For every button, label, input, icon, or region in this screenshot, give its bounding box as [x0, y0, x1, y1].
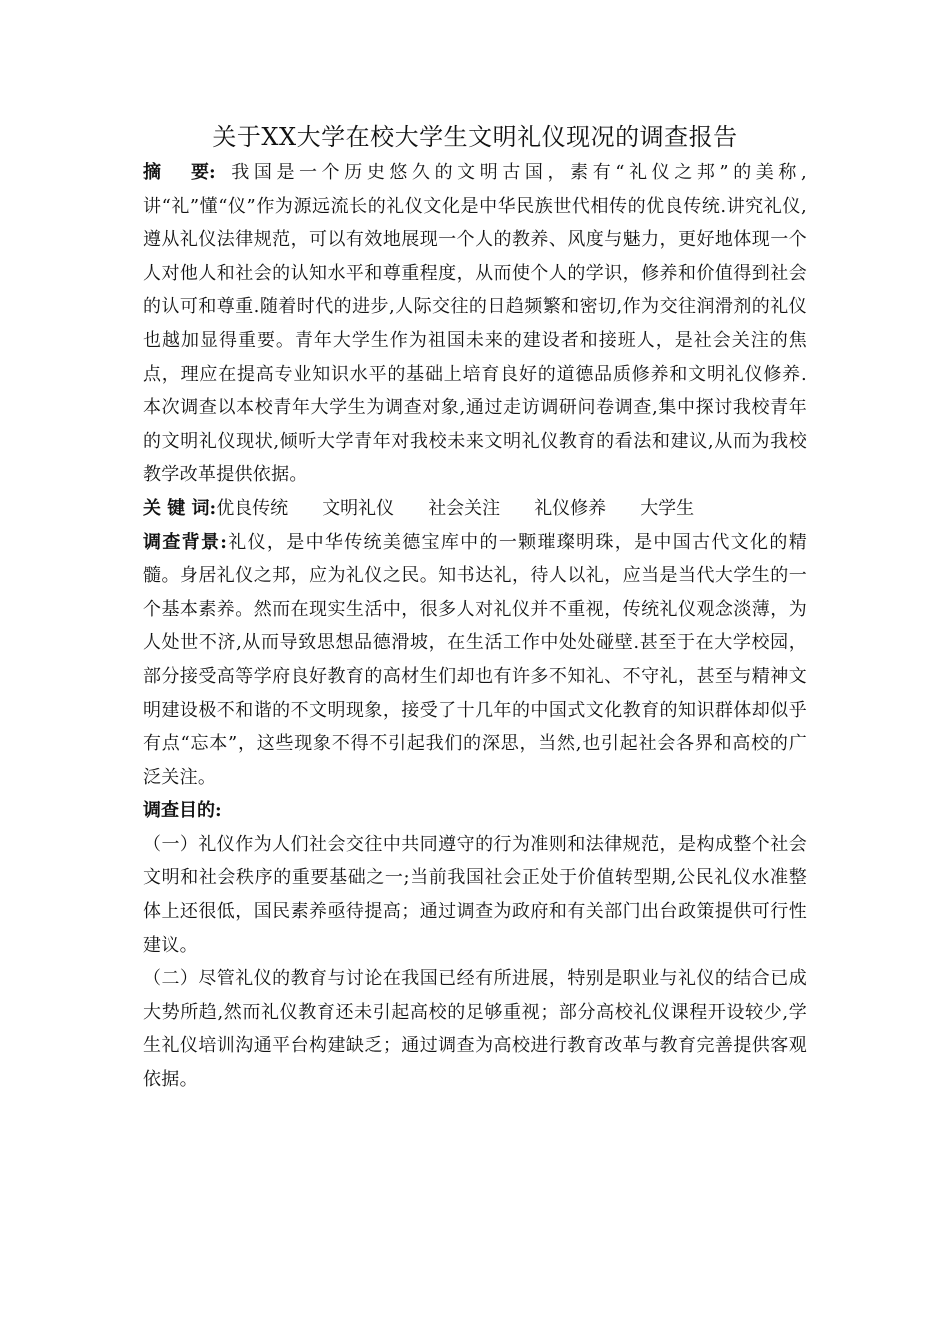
- abstract-text: 我国是一个历史悠久的文明古国，素有“礼仪之邦”的美称,讲“礼”懂“仪”作为源远流长的礼仪文化是中华民族世代相传的优良传统.讲究礼仪,遵从礼仪法律规范，可以有效地展现一个人的教养、风度与魅力，更好地体现一个人对他人和社会的认知水平和尊重程度，从而使个人的学识，修养和价值得到社会的认可和尊重.随着时代的进步,人际交往的日趋频繁和密切,作为交往润滑剂的礼仪也越加显得重要。青年大学生作为祖国未来的建设者和接班人，是社会关注的焦点，理应在提高专业知识水平的基础上培育良好的道德品质修养和文明礼仪修养.本次调查以本校青年大学生为调查对象,通过走访调研问卷调查,集中探讨我校青年的文明礼仪现状,倾听大学青年对我校未来文明礼仪教育的看法和建议,从而为我校教学改革提供依据。: [143, 162, 807, 486]
- keyword: 优良传统: [216, 497, 289, 519]
- purpose-heading: 调查目的:: [143, 800, 222, 822]
- keyword: 大学生: [640, 497, 695, 519]
- keywords-label: 关 键 词:: [143, 497, 217, 519]
- keywords-line: [143, 492, 807, 526]
- abstract-paragraph: [143, 156, 807, 492]
- background-label: 调查背景:: [143, 531, 228, 553]
- document-title: 关于XX大学在校大学生文明礼仪现况的调查报告: [212, 123, 738, 151]
- purpose-item: （二）尽管礼仪的教育与讨论在我国已经有所进展，特别是职业与礼仪的结合已成大势所趋,然而礼仪教育还未引起高校的足够重视；部分高校礼仪课程开设较少,学生礼仪培训沟通平台构建缺乏；通过调查为高校进行教育改革与教育完善提供客观依据。: [143, 968, 807, 1091]
- purpose-item: （一）礼仪作为人们社会交往中共同遵守的行为准则和法律规范，是构成整个社会文明和社会秩序的重要基础之一;当前我国社会正处于价值转型期,公民礼仪水准整体上还很低，国民素养亟待提高；通过调查为政府和有关部门出台政策提供可行性建议。: [143, 833, 807, 956]
- background-text: 礼仪，是中华传统美德宝库中的一颗璀璨明珠，是中国古代文化的精髓。身居礼仪之邦，应为礼仪之民。知书达礼，待人以礼，应当是当代大学生的一个基本素养。然而在现实生活中，很多人对礼仪并不重视，传统礼仪观念淡薄，为人处世不济,从而导致思想品德滑坡，在生活工作中处处碰壁.甚至于在大学校园，部分接受高等学府良好教育的高材生们却也有许多不知礼、不守礼，甚至与精神文明建设极不和谐的不文明现象，接受了十几年的中国式文化教育的知识群体却似乎有点“忘本”，这些现象不得不引起我们的深思，当然,也引起社会各界和高校的广泛关注。: [143, 531, 807, 788]
- document-page: [143, 118, 807, 1097]
- keyword: 礼仪修养: [534, 497, 607, 519]
- abstract-label-part-b: 要:: [191, 162, 216, 183]
- background-paragraph: [143, 526, 807, 795]
- keyword: 文明礼仪: [322, 497, 395, 519]
- abstract-label-part-a: 摘: [143, 162, 161, 183]
- abstract-label: [143, 156, 227, 190]
- keyword: 社会关注: [428, 497, 501, 519]
